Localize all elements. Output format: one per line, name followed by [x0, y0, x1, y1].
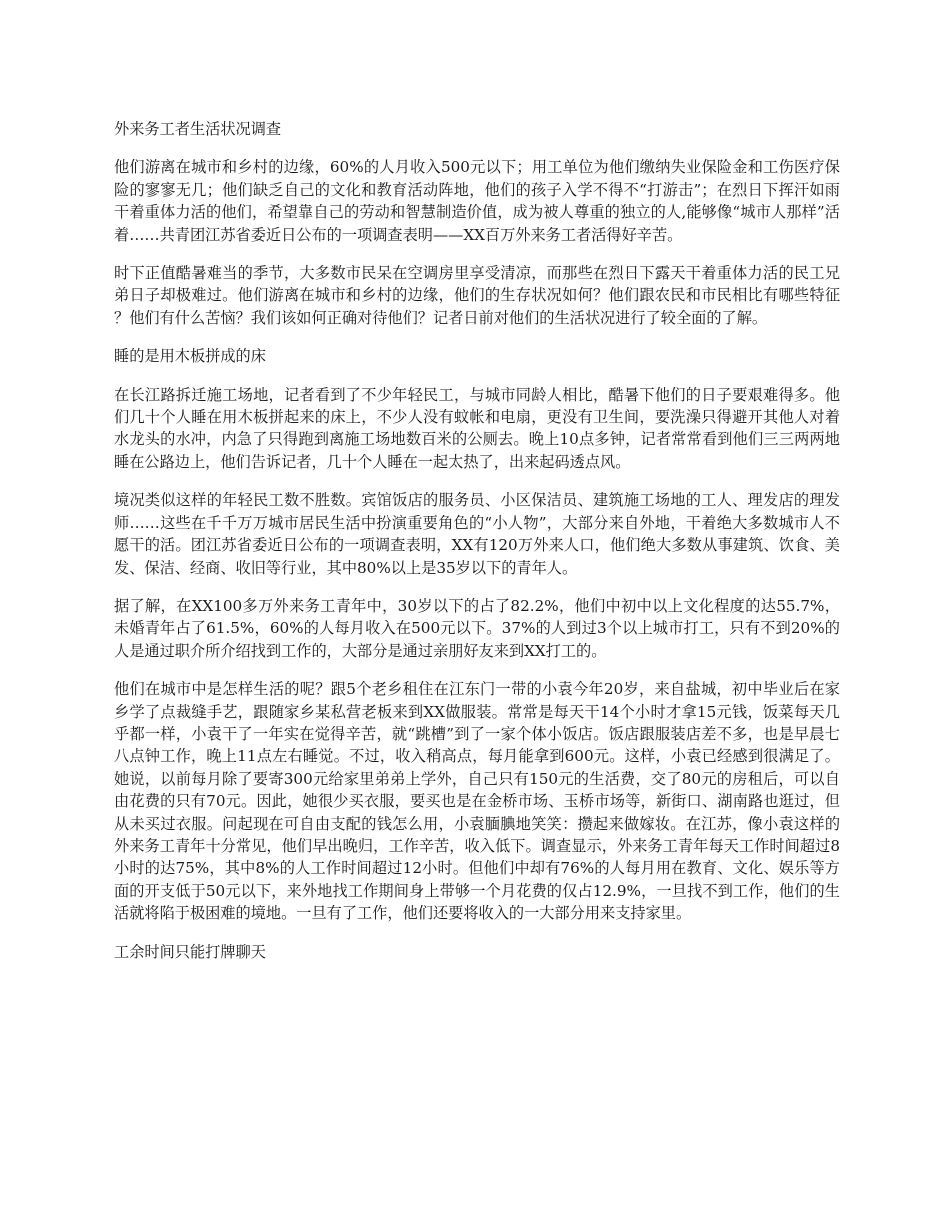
- section1-paragraph-4: 他们在城市中是怎样生活的呢？跟5个老乡租住在江东门一带的小袁今年20岁，来自盐城，初中毕业后在家乡学了点裁缝手艺，跟随家乡某私营老板来到XX做服装。常常是每天干14个小时才拿15元钱，饭菜每天几乎都一样，小袁干了一年实在觉得辛苦，就“跳槽”到了一家个体小饭店。饭店跟服装店差不多，也是早晨七八点钟工作，晚上11点左右睡觉。不过，收入稍高点，每月能拿到600元。这样，小袁已经感到很满足了。她说，以前每月除了要寄300元给家里弟弟上学外，自己只有150元的生活费，交了80元的房租后，可以自由花费的只有70元。因此，她很少买衣服，要买也是在金桥市场、玉桥市场等，新街口、湖南路也逛过，但从未买过衣服。问起现在可自由支配的钱怎么用，小袁腼腆地笑笑：攒起来做嫁妆。在江苏，像小袁这样的外来务工青年十分常见，他们早出晚归，工作辛苦，收入低下。调查显示，外来务工青年每天工作时间超过8小时的达75%，其中8%的人工作时间超过12小时。但他们中却有76%的人每月用在教育、文化、娱乐等方面的开支低于50元以下，来外地找工作期间身上带够一个月花费的仅占12.9%，一旦找不到工作，他们的生活就将陷于极困难的境地。一旦有了工作，他们还要将收入的一大部分用来支持家里。: [114, 680, 840, 923]
- intro-paragraph-2: 时下正值酷暑难当的季节，大多数市民呆在空调房里享受清凉，而那些在烈日下露天干着重体力活的民工兄弟日子却极难过。他们游离在城市和乡村的边缘，他们的生存状况如何？他们跟农民和市民相比有哪些特征？他们有什么苦恼？我们该如何正确对待他们？记者日前对他们的生活状况进行了较全面的了解。: [114, 264, 840, 327]
- section1-paragraph-1: 在长江路拆迁施工场地，记者看到了不少年轻民工，与城市同龄人相比，酷暑下他们的日子要艰难得多。他们几十个人睡在用木板拼起来的床上，不少人没有蚊帐和电扇，更没有卫生间，要洗澡只得避开其他人对着水龙头的水冲，内急了只得跑到离施工场地数百米的公厕去。晚上10点多钟，记者常常看到他们三三两两地睡在公路边上，他们告诉记者，几十个人睡在一起太热了，出来起码透点风。: [114, 385, 840, 471]
- section-heading-bed: 睡的是用木板拼成的床: [114, 347, 266, 366]
- section-heading-leisure: 工余时间只能打牌聊天: [114, 942, 266, 961]
- intro-paragraph-1: 他们游离在城市和乡村的边缘，60%的人月收入500元以下；用工单位为他们缴纳失业保险金和工伤医疗保险的寥寥无几；他们缺乏自己的文化和教育活动阵地，他们的孩子入学不得不“打游击”；在烈日下挥汗如雨干着重体力活的他们，希望靠自己的劳动和智慧制造价值，成为被人尊重的独立的人,能够像“城市人那样”活着……共青团江苏省委近日公布的一项调查表明——XX百万外来务工者活得好辛苦。: [114, 158, 840, 244]
- section1-paragraph-3: 据了解，在XX100多万外来务工青年中，30岁以下的占了82.2%，他们中初中以上文化程度的达55.7%，未婚青年占了61.5%，60%的人每月收入在500元以下。37%的人到过3个以上城市打工，只有不到20%的人是通过职介所介绍找到工作的，大部分是通过亲朋好友来到XX打工的。: [114, 596, 840, 660]
- document-title: 外来务工者生活状况调查: [114, 120, 282, 138]
- document-page: [114, 118, 840, 979]
- section1-paragraph-2: 境况类似这样的年轻民工数不胜数。宾馆饭店的服务员、小区保洁员、建筑施工场地的工人、理发店的理发师……这些在千千万万城市居民生活中扮演重要角色的“小人物”，大部分来自外地，干着绝大多数城市人不愿干的活。团江苏省委近日公布的一项调查表明，XX有120万外来人口，他们绝大多数从事建筑、饮食、美发、保洁、经商、收旧等行业，其中80%以上是35岁以下的青年人。: [114, 491, 840, 577]
